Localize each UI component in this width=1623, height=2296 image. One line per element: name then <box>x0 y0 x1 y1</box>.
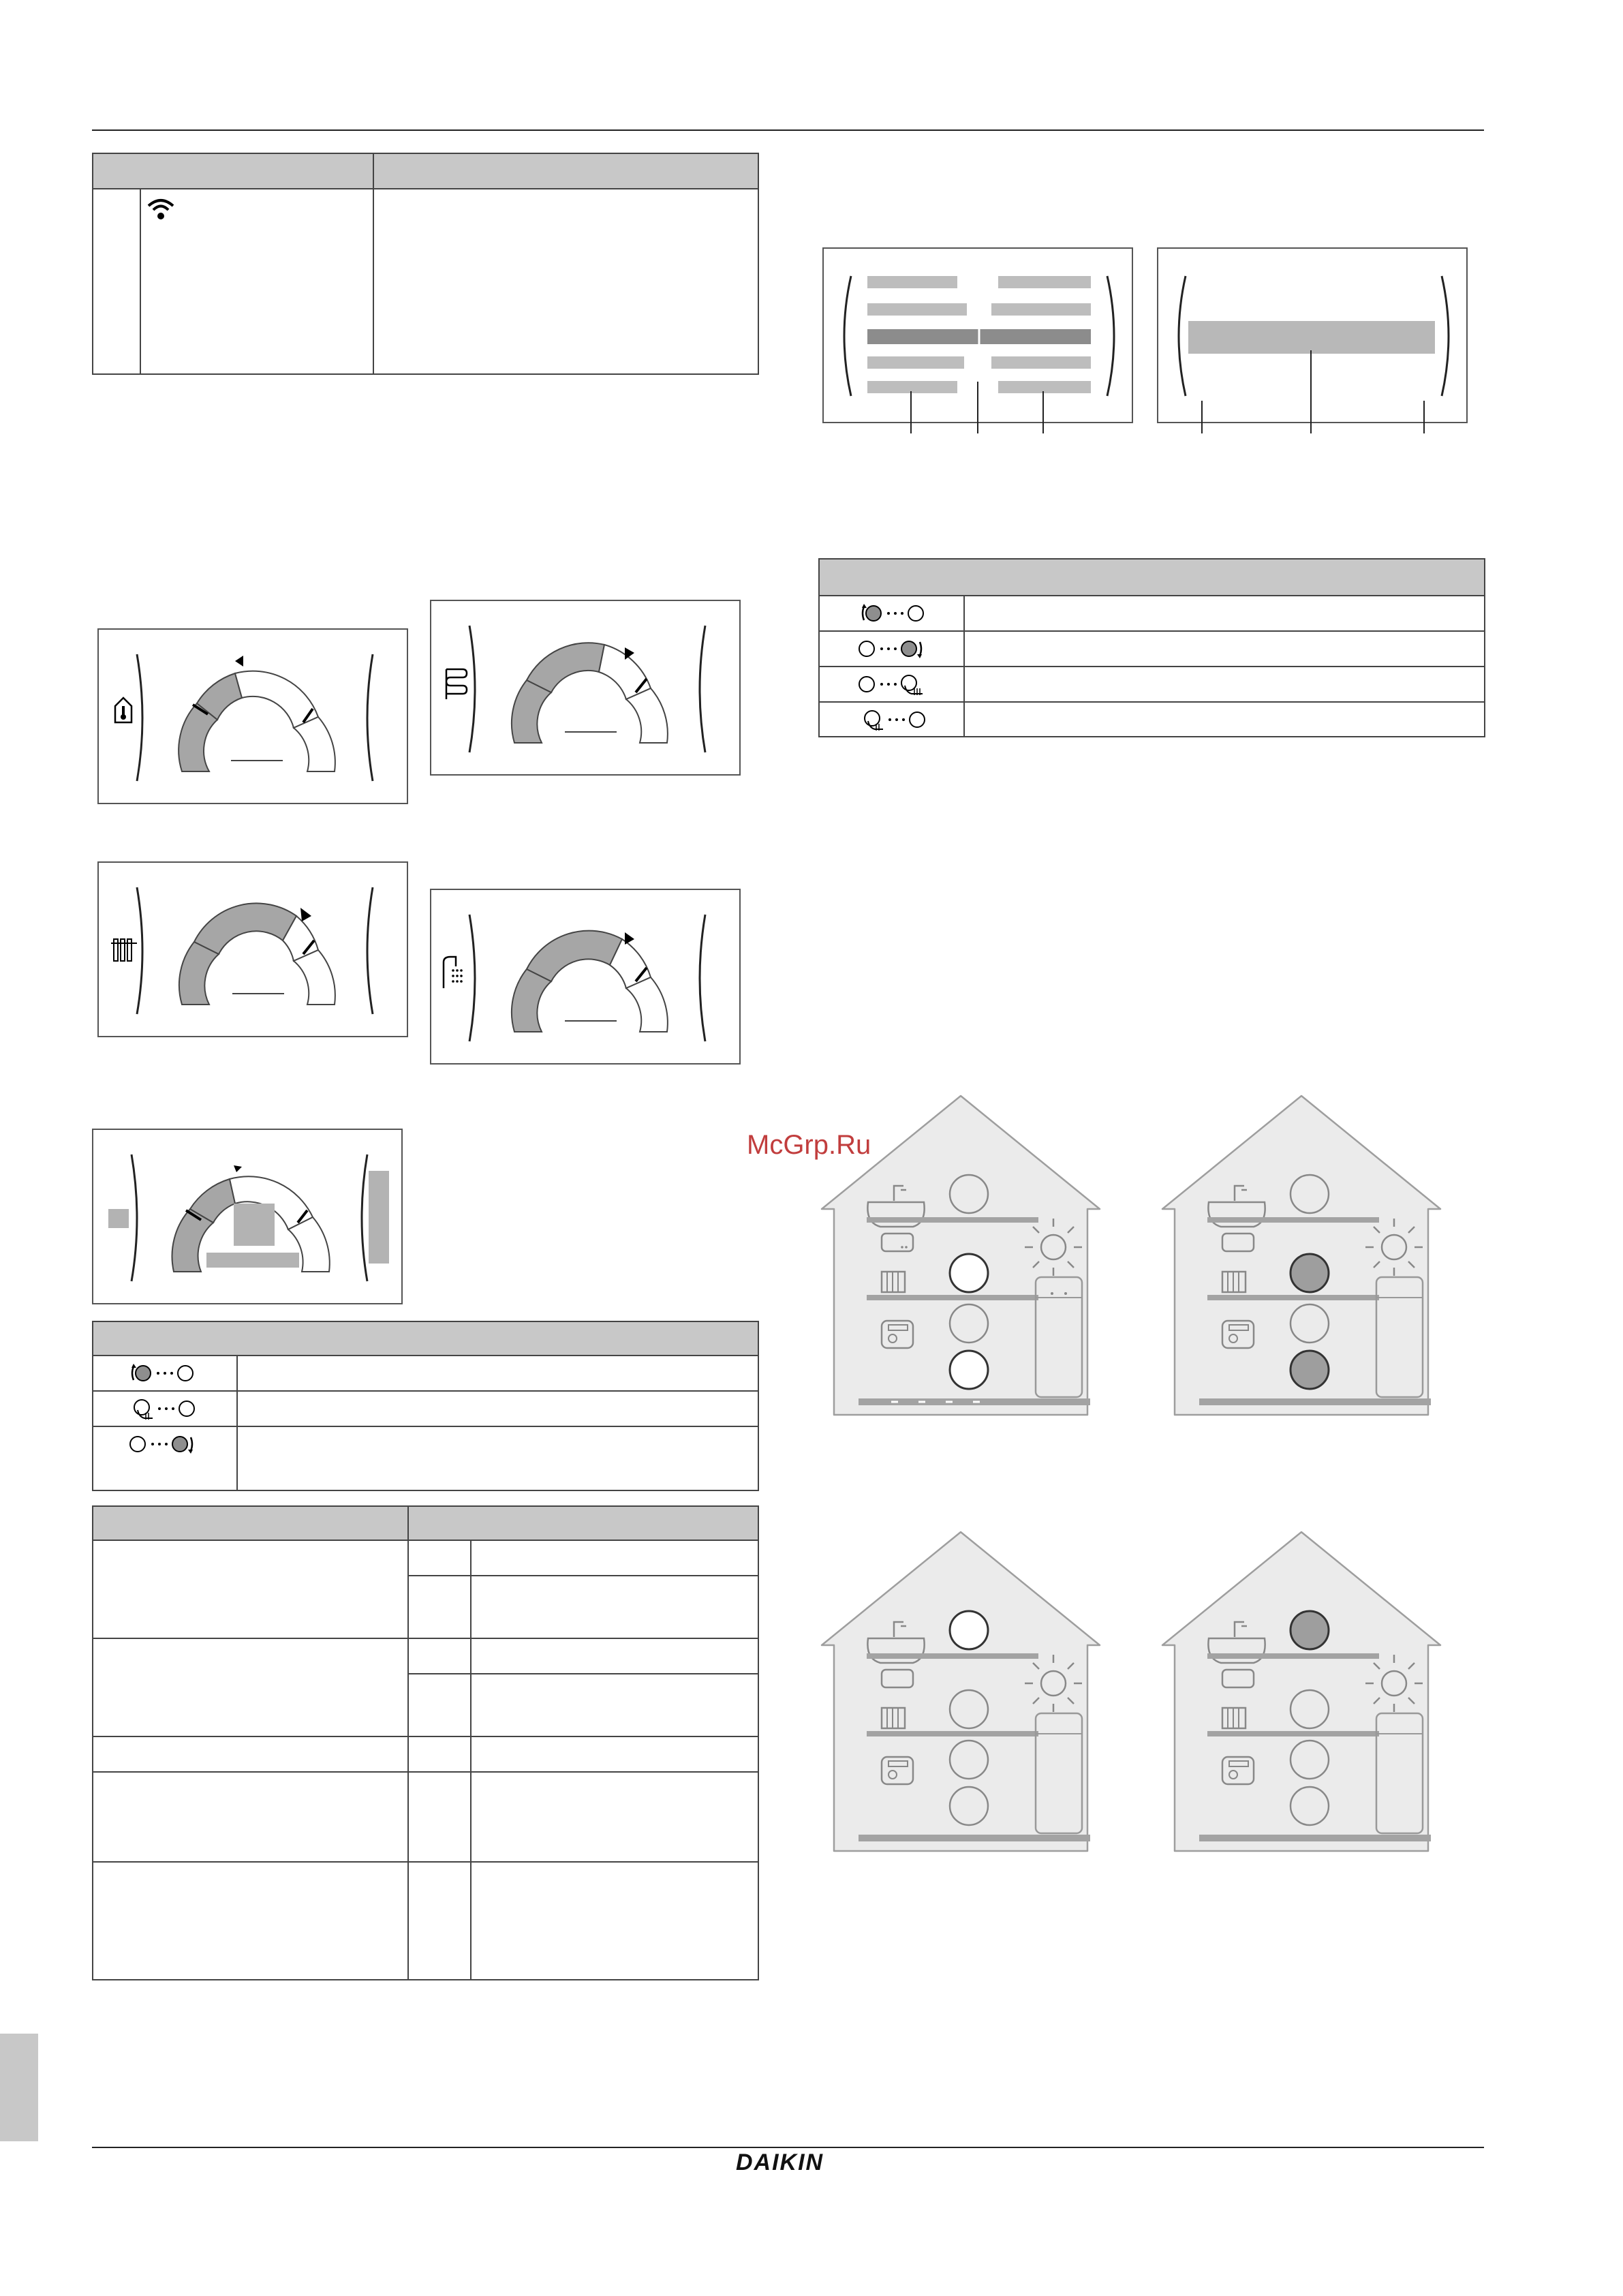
bottom-rule <box>92 2147 1484 2148</box>
room-dial-screen <box>97 628 408 804</box>
radiator-dial-screen <box>97 861 408 1037</box>
dial-turn-right-icon <box>128 1430 199 1458</box>
tank-dial-screen <box>430 889 741 1065</box>
dial-turn-left-icon <box>860 600 928 627</box>
dial-layout-screen <box>92 1129 403 1304</box>
detail-view-callout-lines <box>1157 341 1468 436</box>
list-view-callout-lines <box>822 382 1133 436</box>
wifi-icon <box>146 196 176 221</box>
daikin-logo: DAIKIN <box>736 2149 824 2175</box>
floor-heating-dial-screen <box>430 600 741 776</box>
dial-turn-right-icon <box>857 635 928 662</box>
house-diagram-d <box>1158 1529 1444 1856</box>
press-left-dial-icon <box>860 706 928 733</box>
house-diagram-c <box>818 1529 1104 1856</box>
top-rule <box>92 129 1484 131</box>
dial-turn-left-icon <box>129 1360 198 1387</box>
page-side-tab <box>0 2034 38 2141</box>
press-right-dial-icon <box>857 671 928 698</box>
watermark-text: McGrp.Ru <box>747 1130 871 1160</box>
press-left-dial-icon <box>129 1395 198 1422</box>
house-diagram-b <box>1158 1093 1444 1420</box>
